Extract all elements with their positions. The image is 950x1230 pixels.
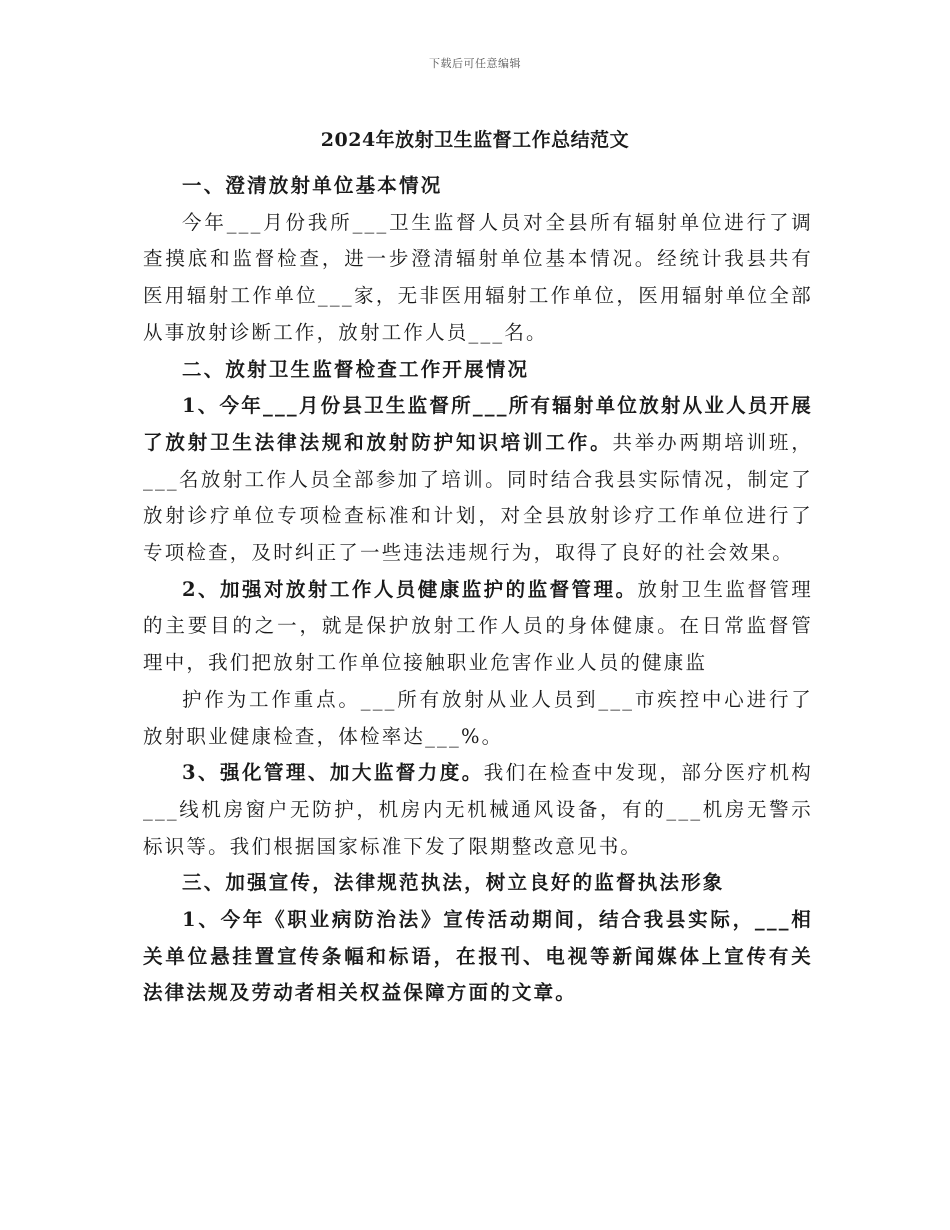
- section-2-heading: 二、放射卫生监督检查工作开展情况: [182, 357, 530, 381]
- section-2-item-3-lead: 3、强化管理、加大监督力度。: [182, 761, 484, 785]
- section-2-item-1-lead: 1、今年___月份县卫生监督所___所有辐射单位放射从业人员开展了放射卫生法律法规和放射防护知识培训工作。: [143, 394, 813, 454]
- document-title: 2024年放射卫生监督工作总结范文: [320, 129, 630, 151]
- section-2-item-2: [143, 572, 813, 682]
- section-3-heading: 三、加强宣传，法律规范执法，树立良好的监督执法形象: [182, 871, 725, 895]
- section-3-item-1-lead: 1、今年《职业病防治法》宣传活动期间，结合我县实际，___相关单位悬挂置宣传条幅和标语，在报刊、电视等新闻媒体上宣传有关法律法规及劳动者相关权益保障方面的文章。: [143, 908, 813, 1005]
- section-2-item-3: [143, 755, 813, 865]
- section-2-item-2-continued: 护作为工作重点。___所有放射从业人员到___市疾控中心进行了放射职业健康检查，体检率达___%。: [143, 687, 813, 748]
- header-note: 下载后可任意编辑: [429, 57, 521, 70]
- section-1-paragraph: 今年___月份我所___卫生监督人员对全县所有辐射单位进行了调查摸底和监督检查，进一步澄清辐射单位基本情况。经统计我县共有医用辐射工作单位___家，无非医用辐射工作单位，医用辐射单位全部从事放射诊断工作，放射工作人员___名。: [143, 210, 813, 344]
- section-2-item-2-lead: 2、加强对放射工作人员健康监护的监督管理。: [182, 577, 638, 601]
- section-1-heading: 一、澄清放射单位基本情况: [182, 174, 443, 197]
- section-3-item-1: [143, 902, 813, 1012]
- section-2-item-2-text: 放射卫生监督管理的主要目的之一，就是保护放射工作人员的身体健康。在日常监督管理中，我们把放射工作单位接触职业危害作业人员的健康监: [143, 577, 813, 675]
- document-body: [143, 168, 813, 1012]
- section-2-item-1-text: 共举办两期培训班，___名放射工作人员全部参加了培训。同时结合我县实际情况，制定了放射诊疗单位专项检查标准和计划，对全县放射诊疗工作单位进行了专项检查，及时纠正了一些违法违规行为，取得了良好的社会效果。: [143, 430, 813, 565]
- section-2-item-3-text: 我们在检查中发现，部分医疗机构___线机房窗户无防护，机房内无机械通风设备，有的___机房无警示标识等。我们根据国家标准下发了限期整改意见书。: [143, 761, 813, 858]
- section-2-item-1: [143, 388, 813, 572]
